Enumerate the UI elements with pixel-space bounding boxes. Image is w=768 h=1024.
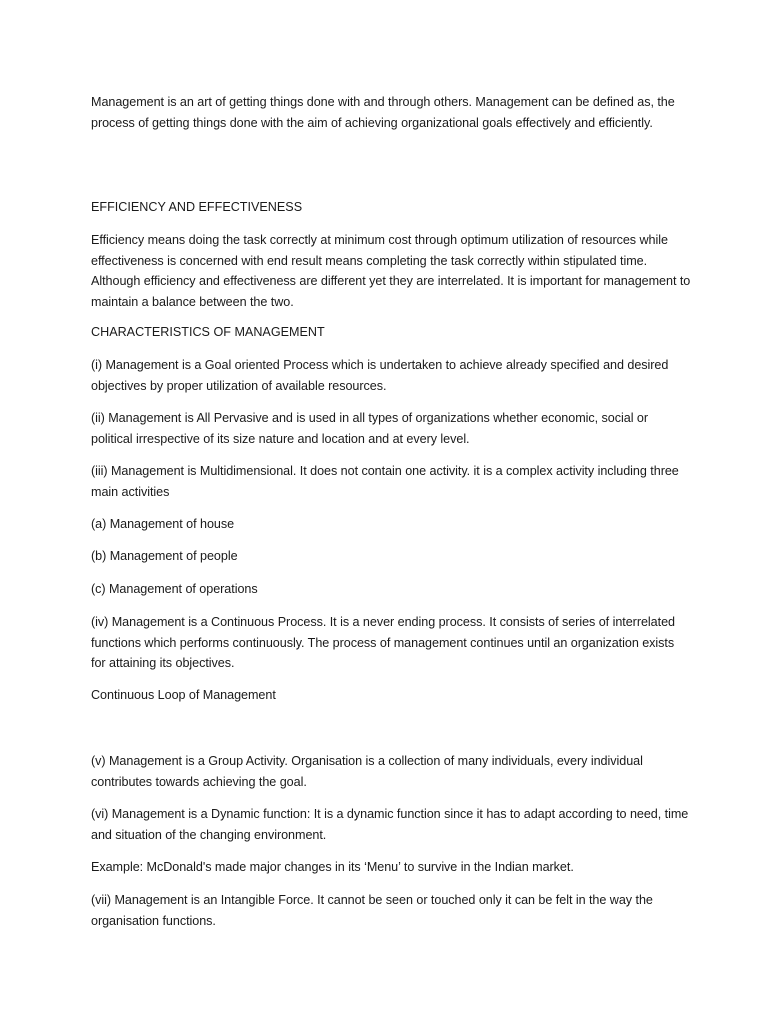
intro-paragraph: Management is an art of getting things done with and through others. Management can be defined as, the process of getting things done with the aim of achieving organizational goals effectively and efficiently. bbox=[91, 95, 675, 130]
characteristic-vi: (vi) Management is a Dynamic function: It is a dynamic function since it has to adapt according to need, time and situation of the changing environment. bbox=[91, 807, 689, 842]
characteristic-i: (i) Management is a Goal oriented Process which is undertaken to achieve already specified and desired objectives by proper utilization of available resources. bbox=[91, 358, 669, 393]
characteristic-ii: (ii) Management is All Pervasive and is used in all types of organizations whether economic, social or political irrespective of its size nature and location and at every level. bbox=[91, 411, 648, 446]
characteristic-v: (v) Management is a Group Activity. Organisation is a collection of many individuals, every individual contributes towards achieving the goal. bbox=[91, 754, 643, 789]
efficiency-paragraph: Efficiency means doing the task correctly at minimum cost through optimum utilization of resources while effectiveness is concerned with end result means completing the task correctly within stipulated time. Although efficiency and effectiveness are different yet they are interrelated. It is important for management to maintain a balance between the two. bbox=[91, 233, 691, 309]
heading-characteristics: CHARACTERISTICS OF MANAGEMENT bbox=[91, 325, 325, 339]
continuous-loop-label: Continuous Loop of Management bbox=[91, 688, 276, 702]
sub-item-a: (a) Management of house bbox=[91, 517, 235, 531]
characteristic-iii: (iii) Management is Multidimensional. It does not contain one activity. it is a complex activity including three main activities bbox=[91, 464, 679, 499]
characteristic-vii: (vii) Management is an Intangible Force. It cannot be seen or touched only it can be felt in the way the organisation functions. bbox=[91, 893, 653, 928]
sub-item-b: (b) Management of people bbox=[91, 549, 238, 563]
heading-efficiency: EFFICIENCY AND EFFECTIVENESS bbox=[91, 200, 303, 214]
sub-item-c: (c) Management of operations bbox=[91, 582, 258, 596]
example-text: Example: McDonald's made major changes in its ‘Menu’ to survive in the Indian market. bbox=[91, 860, 574, 874]
characteristic-iv: (iv) Management is a Continuous Process. It is a never ending process. It consists of series of interrelated functions which performs continuously. The process of management continues until an organization exists for attaining its objectives. bbox=[91, 615, 675, 670]
